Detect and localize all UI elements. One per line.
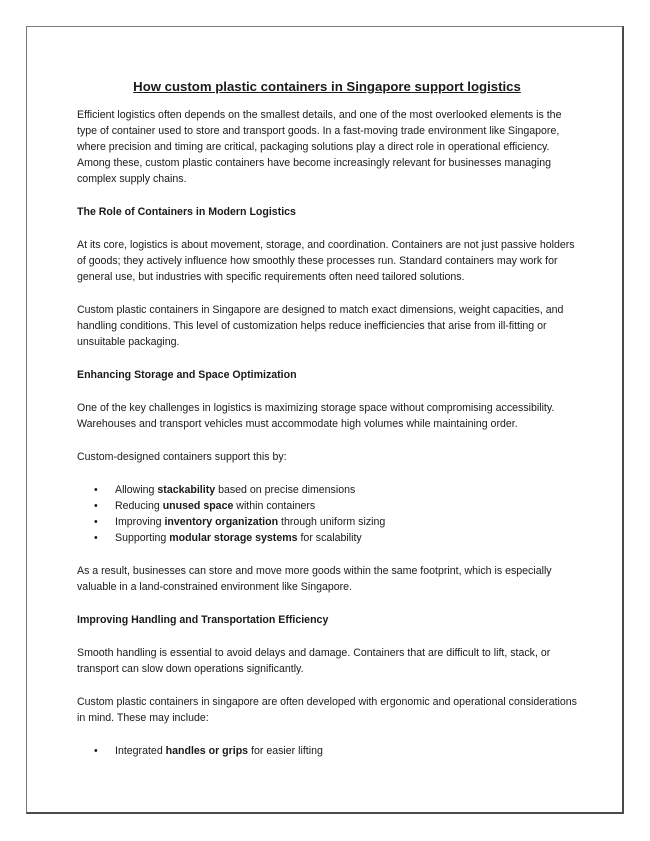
list-item-text: Improving: [115, 516, 165, 528]
list-item-text: for easier lifting: [248, 745, 323, 757]
list-item-text: within containers: [233, 500, 316, 512]
bullet-icon: •: [94, 484, 98, 496]
section2-paragraph-1: One of the key challenges in logistics is maximizing storage space without compromising accessibility. Warehouses and transport vehicles must accommodate high volumes while maintaining order.: [77, 402, 555, 430]
storage-benefits-list: [77, 482, 577, 546]
list-item: [77, 498, 577, 514]
document-title: How custom plastic containers in Singapore support logistics: [133, 79, 521, 94]
list-item-emphasis: unused space: [162, 500, 234, 512]
handling-features-list: [77, 743, 577, 759]
section2-paragraph-2: Custom-designed containers support this by:: [77, 451, 287, 463]
list-item-emphasis: inventory organization: [164, 516, 279, 528]
section2-paragraph-3: As a result, businesses can store and move more goods within the same footprint, which is especially valuable in a land-constrained environment like Singapore.: [77, 565, 552, 593]
bullet-icon: •: [94, 745, 98, 757]
section-heading-handling-efficiency: Improving Handling and Transportation Efficiency: [77, 614, 329, 626]
list-item-text: based on precise dimensions: [215, 484, 356, 496]
section1-paragraph-2: Custom plastic containers in Singapore are designed to match exact dimensions, weight capacities, and handling conditions. This level of customization helps reduce inefficiencies that arise from ill-fitting or unsuitable packaging.: [77, 304, 564, 348]
list-item-emphasis: handles or grips: [165, 745, 249, 757]
intro-paragraph: Efficient logistics often depends on the smallest details, and one of the most overlooked elements is the type of container used to store and transport goods. In a fast-moving trade environment like Singapore, where precision and timing are critical, packaging solutions play a direct role in operational efficiency. Among these, custom plastic containers have become increasingly relevant for businesses managing complex supply chains.: [77, 109, 562, 185]
document-page: [26, 26, 624, 814]
section-heading-storage-optimization: Enhancing Storage and Space Optimization: [77, 369, 297, 381]
list-item-emphasis: modular storage systems: [169, 532, 298, 544]
section3-paragraph-1: Smooth handling is essential to avoid delays and damage. Containers that are difficult to lift, stack, or transport can slow down operations significantly.: [77, 647, 551, 675]
list-item-text: for scalability: [297, 532, 362, 544]
bullet-icon: •: [94, 500, 98, 512]
bullet-icon: •: [94, 516, 98, 528]
document-content: [77, 79, 577, 776]
list-item: [77, 530, 577, 546]
section1-paragraph-1: At its core, logistics is about movement, storage, and coordination. Containers are not just passive holders of goods; they actively influence how smoothly these processes run. Standard containers may work for general use, but industries with specific requirements often need tailored solutions.: [77, 239, 575, 283]
list-item-text: Reducing: [115, 500, 163, 512]
list-item-text: Allowing: [115, 484, 158, 496]
list-item-text: through uniform sizing: [278, 516, 386, 528]
section3-paragraph-2: Custom plastic containers in singapore are often developed with ergonomic and operational considerations in mind. These may include:: [77, 696, 577, 724]
bullet-icon: •: [94, 532, 98, 544]
section-heading-role-of-containers: The Role of Containers in Modern Logistics: [77, 206, 296, 218]
list-item: [77, 482, 577, 498]
list-item-text: Supporting: [115, 532, 170, 544]
list-item-text: Integrated: [115, 745, 166, 757]
list-item: [77, 743, 577, 759]
list-item-emphasis: stackability: [157, 484, 216, 496]
list-item: [77, 514, 577, 530]
